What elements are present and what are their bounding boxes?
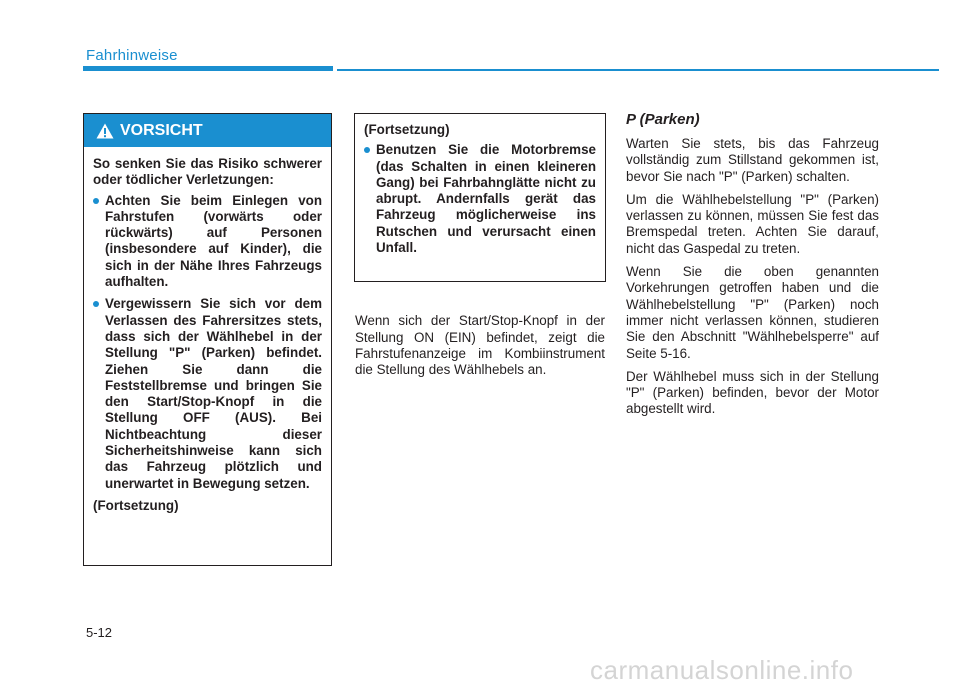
caution-body	[84, 147, 331, 514]
page-number: 5-12	[86, 625, 113, 640]
caution-intro: So senken Sie das Risiko schwerer oder tödlicher Verletzungen:	[93, 156, 322, 188]
caution-box	[83, 113, 332, 566]
bullet-dot-icon	[364, 147, 370, 153]
parking-paragraph: Warten Sie stets, bis das Fahrzeug vollständig zum Stillstand gekommen ist, bevor Sie nach "P" (Parken) schalten.	[626, 136, 879, 184]
bullet-dot-icon	[93, 198, 99, 204]
caution-list	[93, 193, 322, 492]
parking-paragraph: Wenn Sie die oben genannten Vorkehrungen getroffen haben und die Wählhebelstellung "P" (Parken) noch immer nicht verlassen können, studieren Sie den Abschnitt "Wählhebelsperre" auf Seite 5-16.	[626, 264, 879, 361]
continuation-label: (Fortsetzung)	[364, 122, 450, 137]
caution-bullet: Achten Sie beim Einlegen von Fahrstufen (vorwärts oder rückwärts) auf Personen (insbesondere auf Kinder), die sich in der Nähe Ihres Fahrzeugs aufhalten.	[93, 193, 322, 291]
caution-continued: (Fortsetzung)	[93, 497, 179, 513]
continuation-box	[354, 113, 606, 282]
bullet-dot-icon	[93, 301, 99, 307]
caution-bullet: Vergewissern Sie sich vor dem Verlassen des Fahrersitzes stets, dass sich der Wählhebel in der Stellung "P" (Parken) befindet. Ziehen Sie dann die Feststellbremse und bringen Sie den Start/Stop-Knopf in die Stellung OFF (AUS). Bei Nichtbeachtung dieser Sicherheitshinweise kann sich das Fahrzeug plötzlich und unerwartet in Bewegung setzen.	[93, 296, 322, 492]
watermark: carmanualsonline.info	[590, 655, 854, 685]
header-rule-thick	[83, 66, 333, 71]
warning-triangle-icon	[96, 123, 114, 139]
caution-header	[84, 114, 331, 147]
parking-paragraph: Um die Wählhebelstellung "P" (Parken) verlassen zu können, müssen Sie fest das Bremspedal treten. Achten Sie darauf, nicht das Gaspedal zu treten.	[626, 191, 879, 256]
continuation-bullet: Benutzen Sie die Motorbremse (das Schalten in einen kleineren Gang) bei Fahrbahnglätte nicht zu abrupt. Andernfalls gerät das Fahrzeug möglicherweise ins Rutschen und verursacht einen Unfall.	[364, 142, 596, 256]
caution-title: VORSICHT	[120, 121, 203, 139]
continuation-list	[364, 142, 596, 256]
header-rule-thin	[337, 69, 939, 71]
parking-heading: P (Parken)	[626, 111, 700, 128]
parking-paragraph: Der Wählhebel muss sich in der Stellung "P" (Parken) befinden, bevor der Motor abgestellt wird.	[626, 368, 879, 417]
section-title: Fahrhinweise	[86, 47, 178, 64]
middle-paragraph: Wenn sich der Start/Stop-Knopf in der Stellung ON (EIN) befindet, zeigt die Fahrstufenanzeige im Kombiinstrument die Stellung des Wählhebels an.	[355, 313, 605, 378]
parking-section	[626, 111, 879, 425]
